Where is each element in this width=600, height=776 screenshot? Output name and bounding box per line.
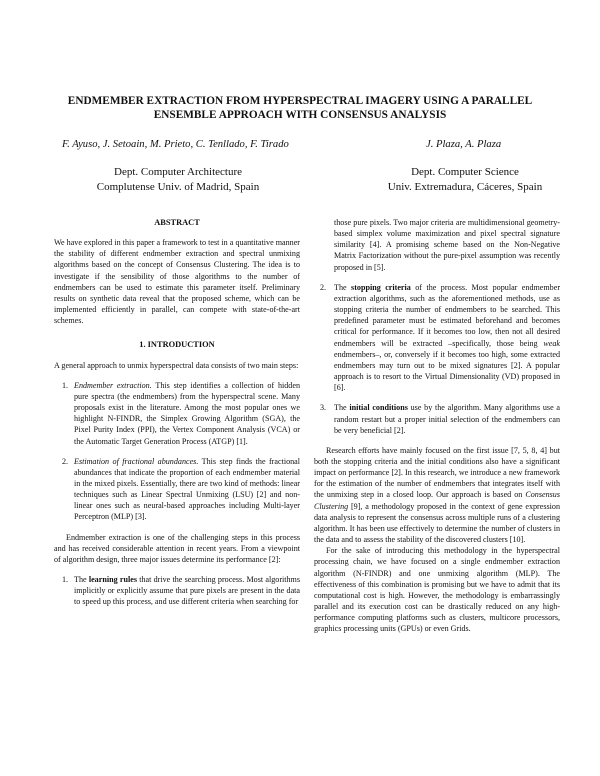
intro-paragraph-2: Endmember extraction is one of the challenging steps in this process and has received considerable attention in recent years. From a viewpoint of algorithm design, three major issues determine its performance [2]:: [54, 532, 300, 564]
list-item-text-cont: endmembers–, or, conversely if it becomes too high, some extracted endmembers may turn out to be mixed signatures [2]. A popular approach is to resort to the Virtual Dimensionality (VD) proposed in [6].: [334, 349, 560, 393]
research-text-1: Research efforts have mainly focused on the first issue [7, 5, 8, 4] but both the stopping criteria and the initial conditions also have a significant impact on performance [2]. In this research, we introduce a new framework for the estimation of the number of endmembers that integrates itself with the unmixing step in a closed loop. Our approach is based on: [314, 445, 560, 500]
abstract-text: We have explored in this paper a framework to test in a quantitative manner the stability of different endmember extraction and spectral unmixing algorithms based on the concept of Consensus Clustering. The idea is to investigate if the sensibility of those algorithms to the number of endmembers can be used to estimate this parameter itself. Preliminary results on synthetic data reveal that the proposed scheme, which can be implemented efficiently in parallel, can compete with state-of-the-art schemes.: [54, 238, 300, 326]
list-item-prefix: The: [334, 403, 350, 413]
list-item-label: Endmember extraction.: [74, 380, 152, 390]
list-item-number: 2.: [62, 456, 69, 466]
affiliation-right-univ: Univ. Extremadura, Cáceres, Spain: [387, 181, 543, 193]
list-item-prefix: The: [334, 282, 352, 292]
authors-right: J. Plaza, A. Plaza: [426, 139, 502, 150]
list-item-continuation: [314, 217, 560, 273]
research-italic: Consensus Clustering: [314, 490, 560, 511]
list-item-text: that drive the searching process. Most algorithms implicitly or explicitly assume that pure pixels are present in the data to speed up this process, and use different criteria when searching for: [74, 575, 300, 607]
list-item-number: 3.: [320, 403, 327, 413]
list-item-endmember-extraction: [54, 380, 300, 447]
methodology-paragraph: For the sake of introducing this methodology in the hyperspectral processing chain, we have focused on a single endmember extraction algorithm (N-FINDR) and one unmixing algorithm (MLP). The effectiveness of this combination is promising but we have to admit that its computational cost is high. However, the methodology is embarrassingly parallel and its execution cost can be drastically reduced on any high-performance computing platforms such as clusters, multicore processors, graphics processing units (GPUs) or even Grids.: [314, 546, 560, 634]
list-item-bold: initial conditions: [349, 403, 408, 413]
list-item-learning-rules: [54, 574, 300, 607]
title-line-1: ENDMEMBER EXTRACTION FROM HYPERSPECTRAL IMAGERY USING A PARALLEL: [67, 95, 533, 107]
list-item-text: those pure pixels. Two major criteria are multidimensional geometry-based simplex volume maximization and pixel spectral signature similarity [4]. A promising scheme based on the Non-Negative Matrix Factorization without the pure-pixel assumption was recently proposed in [5].: [334, 218, 560, 272]
introduction-heading: 1. INTRODUCTION: [139, 340, 215, 350]
list-item-prefix: The: [74, 575, 89, 585]
list-item-number: 1.: [62, 380, 69, 390]
research-paragraph: [314, 445, 560, 545]
list-item-fractional-abundances: [54, 456, 300, 523]
list-item-text: of the process. Most popular endmember extraction algorithms, such as the aforementioned methods, use as stopping criteria the number of endmembers to be searched. This predefined parameter must be estimated beforehand and becomes critical for performance. If it becomes too low, then not all desired endmembers will be extracted –specifically, those being: [334, 282, 561, 348]
affiliation-right-dept: Dept. Computer Science: [411, 166, 519, 178]
title-line-2: ENSEMBLE APPROACH WITH CONSENSUS ANALYSIS: [153, 109, 447, 121]
research-text-2: [9], a methodology proposed in the context of gene expression data analysis to represent the consensus across multiple runs of a clustering algorithm. It has been use effectively to determine the number of clusters in the data and to assess the stability of the discovered clusters [10].: [314, 501, 560, 545]
authors-left: F. Ayuso, J. Setoain, M. Prieto, C. Tenllado, F. Tirado: [62, 139, 289, 150]
list-item-number: 2.: [320, 282, 327, 292]
affiliation-left-univ: Complutense Univ. of Madrid, Spain: [96, 181, 260, 193]
list-item-label: Estimation of fractional abundances.: [74, 456, 199, 466]
list-item-bold: stopping criteria: [351, 282, 411, 292]
list-item-text: This step finds the fractional abundances that indicate the proportion of each endmember material in the mixed pixels. Essentially, there are two kind of methods: linear techniques such as Linear Spectral Unmixing (LSU) [2] and non-linear ones such as neural-based approaches including Multi-layer Perceptron (MLP) [3].: [74, 456, 300, 522]
intro-paragraph-1: A general approach to unmix hyperspectral data consists of two main steps:: [54, 360, 299, 370]
list-item-bold: learning rules: [88, 575, 137, 585]
affiliation-left-dept: Dept. Computer Architecture: [114, 166, 242, 178]
list-item-text: use by the algorithm. Many algorithms use a random restart but a proper initial selection of the endmembers can be very beneficial [2].: [334, 403, 561, 435]
list-item-initial-conditions: [314, 402, 560, 435]
list-item-text: This step identifies a collection of hidden pure spectra (the endmembers) from the hyperspectral scene. Many proposals exist in the literature. Among the most popular ones we highlight N-FINDR, the Simplex Growing Algorithm (SGA), the Pixel Purity Index (PPI), the Vertex Component Analysis (VCA) or the Automatic Target Generation Process (ATGP) [1].: [74, 380, 300, 446]
list-item-italic: weak: [543, 338, 560, 348]
paper-title: [40, 94, 560, 122]
right-column: [314, 217, 560, 634]
abstract-heading: ABSTRACT: [154, 218, 200, 227]
affiliation-left: [78, 165, 278, 195]
list-item-number: 1.: [62, 575, 69, 585]
left-column: [54, 217, 300, 608]
list-item-stopping-criteria: [314, 282, 560, 394]
affiliation-right: [365, 165, 565, 195]
